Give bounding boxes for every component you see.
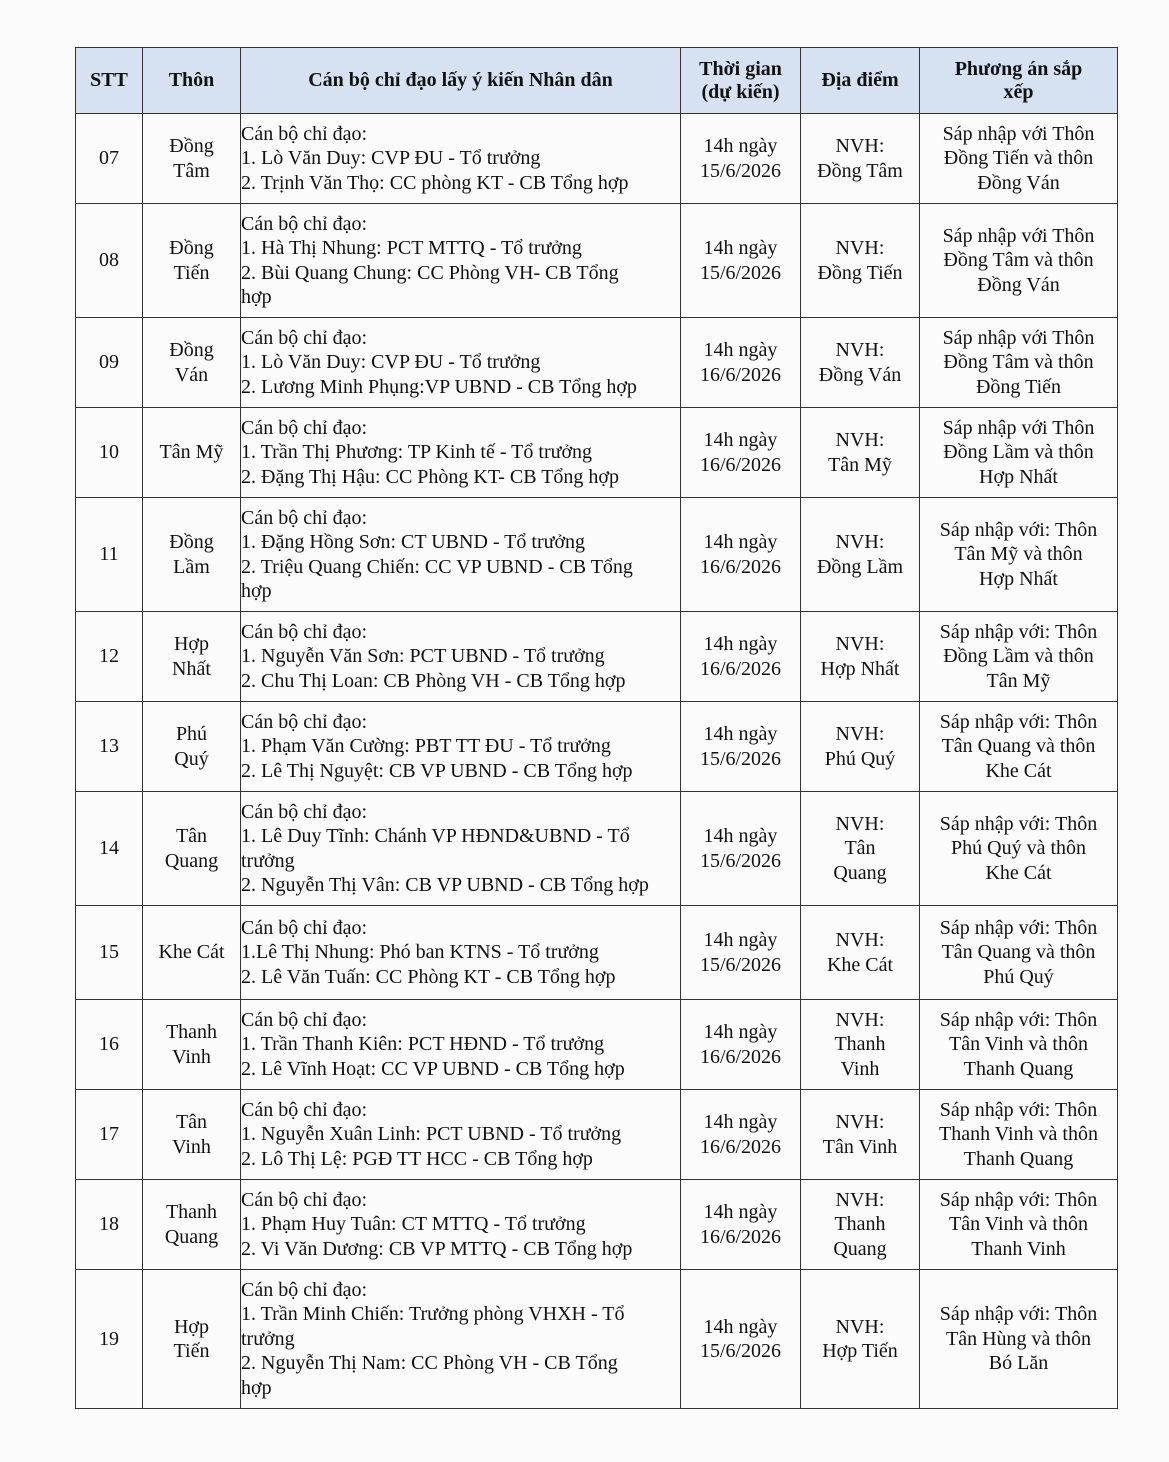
cell-canbo-line: 2. Lê Thị Nguyệt: CB VP UBND - CB Tổng hợp xyxy=(241,759,633,782)
cell-thon-line: Tiến xyxy=(173,261,210,284)
cell-canbo-line: 1. Đặng Hồng Sơn: CT UBND - Tổ trưởng xyxy=(241,531,586,553)
cell-phuongan-line: Tân Quang và thôn xyxy=(941,735,1096,758)
cell-canbo-line: 2. Nguyễn Thị Nam: CC Phòng VH - CB Tổng xyxy=(241,1352,618,1375)
cell-diadiem xyxy=(801,1090,920,1180)
cell-thon-line: Đồng xyxy=(169,531,214,553)
cell-thoigian xyxy=(681,498,801,612)
cell-diadiem xyxy=(801,906,920,1000)
cell-canbo-line: 2. Bùi Quang Chung: CC Phòng VH- CB Tổng xyxy=(241,261,619,284)
table-row xyxy=(76,1090,1118,1180)
cell-diadiem xyxy=(801,702,920,792)
cell-thon-line: Tiến xyxy=(173,1340,210,1362)
cell-diadiem-line: NVH: xyxy=(835,723,885,745)
cell-diadiem xyxy=(801,1000,920,1090)
cell-diadiem xyxy=(801,1270,920,1409)
table-row xyxy=(76,906,1118,1000)
cell-thon-line: Lầm xyxy=(173,555,210,578)
cell-diadiem-line: Đồng Tiến xyxy=(817,261,903,284)
cell-diadiem-line: NVH: xyxy=(835,339,885,361)
cell-canbo-line: 1. Trần Thanh Kiên: PCT HĐND - Tổ trưởng xyxy=(241,1033,605,1056)
cell-diadiem-line: Tân xyxy=(844,837,876,860)
cell-thon xyxy=(143,612,241,702)
cell-thon-line: Tân Mỹ xyxy=(159,441,224,464)
cell-thoigian-line: 14h ngày xyxy=(703,1021,778,1043)
cell-phuongan-line: Đồng Tiến xyxy=(975,375,1062,398)
cell-thoigian xyxy=(681,1270,801,1409)
cell-thoigian xyxy=(681,702,801,792)
cell-stt: 10 xyxy=(76,408,143,498)
cell-thon xyxy=(143,114,241,204)
cell-phuongan-line: Sáp nhập với Thôn xyxy=(942,416,1095,439)
cell-canbo-line: Cán bộ chỉ đạo: xyxy=(241,620,368,643)
cell-canbo xyxy=(241,1180,681,1270)
cell-canbo-line: 2. Lô Thị Lệ: PGĐ TT HCC - CB Tổng hợp xyxy=(241,1147,593,1170)
cell-thon xyxy=(143,318,241,408)
header-thoigian-line: Thời gian xyxy=(699,57,782,80)
cell-canbo xyxy=(241,906,681,1000)
cell-diadiem-line: Hợp Nhất xyxy=(820,657,900,680)
cell-phuongan-line: Khe Cát xyxy=(985,861,1052,884)
cell-canbo-line: 1. Lê Duy Tĩnh: Chánh VP HĐND&UBND - Tổ xyxy=(241,825,630,847)
cell-diadiem-line: NVH: xyxy=(835,633,885,655)
cell-diadiem-line: NVH: xyxy=(835,1188,885,1211)
header-thon: Thôn xyxy=(143,48,241,114)
cell-diadiem-line: NVH: xyxy=(835,135,885,157)
cell-canbo-line: Cán bộ chỉ đạo: xyxy=(241,710,368,733)
cell-phuongan-line: Đồng Lầm và thôn xyxy=(943,645,1094,668)
cell-diadiem-line: Đồng Ván xyxy=(818,363,902,386)
cell-canbo-line: Cán bộ chỉ đạo: xyxy=(241,1278,368,1301)
cell-canbo-line: 1. Phạm Văn Cường: PBT TT ĐU - Tổ trưởng xyxy=(241,735,611,758)
cell-stt: 14 xyxy=(76,792,143,906)
cell-canbo xyxy=(241,498,681,612)
cell-thoigian-line: 14h ngày xyxy=(703,339,778,361)
cell-phuongan xyxy=(920,204,1118,318)
cell-thoigian-line: 14h ngày xyxy=(703,1111,778,1133)
cell-diadiem xyxy=(801,612,920,702)
cell-canbo-line: trưởng xyxy=(241,1327,295,1350)
cell-phuongan xyxy=(920,792,1118,906)
cell-thoigian-line: 15/6/2026 xyxy=(699,953,782,976)
cell-thoigian-line: 14h ngày xyxy=(703,633,778,655)
cell-diadiem-line: Đồng Lầm xyxy=(816,555,904,578)
cell-phuongan-line: Khe Cát xyxy=(985,759,1052,782)
cell-diadiem-line: NVH: xyxy=(835,1111,885,1133)
cell-canbo-line: Cán bộ chỉ đạo: xyxy=(241,326,368,349)
cell-canbo-line: 2. Nguyễn Thị Vân: CB VP UBND - CB Tổng hợp xyxy=(241,874,649,896)
cell-diadiem-line: NVH: xyxy=(835,929,885,951)
table-row xyxy=(76,1000,1118,1090)
cell-canbo-line: 1.Lê Thị Nhung: Phó ban KTNS - Tổ trưởng xyxy=(241,941,599,964)
cell-canbo-line: 2. Lương Minh Phụng:VP UBND - CB Tổng hợp xyxy=(241,375,637,398)
cell-canbo-line: 1. Hà Thị Nhung: PCT MTTQ - Tổ trưởng xyxy=(241,237,582,259)
table-row xyxy=(76,318,1118,408)
cell-thon-line: Tân xyxy=(175,1111,208,1133)
cell-canbo xyxy=(241,204,681,318)
cell-phuongan xyxy=(920,1270,1118,1409)
cell-phuongan xyxy=(920,612,1118,702)
cell-phuongan xyxy=(920,702,1118,792)
table-row xyxy=(76,114,1118,204)
cell-thoigian-line: 15/6/2026 xyxy=(699,849,782,872)
cell-phuongan xyxy=(920,1090,1118,1180)
cell-canbo-line: Cán bộ chỉ đạo: xyxy=(241,1188,368,1211)
cell-phuongan-line: Đồng Tâm và thôn xyxy=(943,249,1094,272)
cell-phuongan-line: Sáp nhập với Thôn xyxy=(942,224,1095,247)
cell-phuongan xyxy=(920,906,1118,1000)
cell-diadiem xyxy=(801,204,920,318)
cell-thoigian-line: 14h ngày xyxy=(703,723,778,745)
cell-phuongan-line: Đồng Tiến và thôn xyxy=(943,147,1094,170)
cell-canbo-line: Cán bộ chỉ đạo: xyxy=(241,800,368,823)
cell-stt: 08 xyxy=(76,204,143,318)
cell-canbo-line: 2. Lê Văn Tuấn: CC Phòng KT - CB Tổng hợp xyxy=(241,965,616,988)
cell-thon-line: Quý xyxy=(174,747,209,770)
cell-diadiem-line: Vinh xyxy=(840,1057,880,1080)
cell-phuongan-line: Sáp nhập với: Thôn xyxy=(939,1303,1098,1326)
cell-phuongan-line: Sáp nhập với: Thôn xyxy=(939,916,1098,939)
cell-thon-line: Phú xyxy=(175,723,208,745)
cell-thon-line: Đồng xyxy=(169,339,214,361)
cell-thon-line: Thanh xyxy=(165,1201,218,1223)
cell-diadiem-line: NVH: xyxy=(835,1315,885,1338)
cell-thoigian xyxy=(681,612,801,702)
cell-phuongan xyxy=(920,1000,1118,1090)
cell-canbo-line: 1. Phạm Huy Tuân: CT MTTQ - Tổ trưởng xyxy=(241,1213,586,1236)
cell-diadiem-line: NVH: xyxy=(835,531,885,553)
cell-stt: 19 xyxy=(76,1270,143,1409)
cell-diadiem-line: NVH: xyxy=(835,429,885,451)
cell-canbo xyxy=(241,792,681,906)
cell-stt: 17 xyxy=(76,1090,143,1180)
cell-phuongan-line: Tân Hùng và thôn xyxy=(946,1327,1091,1350)
cell-canbo-line: 1. Nguyễn Xuân Linh: PCT UBND - Tổ trưởng xyxy=(241,1123,622,1146)
cell-thoigian-line: 15/6/2026 xyxy=(699,747,782,770)
cell-diadiem-line: NVH: xyxy=(835,1008,885,1031)
cell-phuongan-line: Phú Quý xyxy=(983,965,1054,988)
cell-phuongan-line: Tân Vinh và thôn xyxy=(949,1033,1088,1056)
cell-canbo-line: trưởng xyxy=(241,849,295,872)
cell-thon xyxy=(143,702,241,792)
cell-phuongan-line: Đồng Tâm và thôn xyxy=(943,351,1094,374)
cell-thoigian-line: 16/6/2026 xyxy=(699,1135,782,1158)
cell-thon-line: Nhất xyxy=(172,657,211,680)
cell-canbo-line: 1. Nguyễn Văn Sơn: PCT UBND - Tổ trưởng xyxy=(241,645,605,668)
cell-thon xyxy=(143,1180,241,1270)
cell-phuongan-line: Tân Mỹ và thôn xyxy=(954,543,1083,566)
cell-thon-line: Ván xyxy=(174,363,209,386)
cell-phuongan-line: Tân Quang và thôn xyxy=(941,941,1096,964)
header-stt: STT xyxy=(76,48,143,114)
cell-diadiem-line: Tân Vinh xyxy=(822,1135,898,1158)
cell-canbo xyxy=(241,1090,681,1180)
cell-thoigian-line: 14h ngày xyxy=(703,825,778,847)
cell-phuongan-line: Sáp nhập với: Thôn xyxy=(939,710,1098,733)
cell-canbo-line: hợp xyxy=(241,286,272,308)
cell-thoigian xyxy=(681,1090,801,1180)
cell-thoigian xyxy=(681,1000,801,1090)
cell-diadiem-line: Phú Quý xyxy=(824,747,896,770)
cell-canbo xyxy=(241,318,681,408)
cell-thon-line: Hợp xyxy=(173,633,210,655)
cell-canbo-line: 2. Triệu Quang Chiến: CC VP UBND - CB Tổng xyxy=(241,555,633,578)
cell-stt: 15 xyxy=(76,906,143,1000)
cell-thon-line: Hợp xyxy=(173,1315,210,1338)
cell-phuongan-line: Thanh Vinh xyxy=(971,1237,1066,1260)
cell-diadiem-line: Hợp Tiến xyxy=(822,1340,898,1362)
cell-thon xyxy=(143,498,241,612)
cell-canbo-line: Cán bộ chỉ đạo: xyxy=(241,1098,368,1121)
cell-canbo-line: 2. Trịnh Văn Thọ: CC phòng KT - CB Tổng hợp xyxy=(241,171,629,194)
cell-thon xyxy=(143,906,241,1000)
cell-phuongan xyxy=(920,408,1118,498)
cell-thon xyxy=(143,792,241,906)
cell-phuongan-line: Sáp nhập với: Thôn xyxy=(939,1098,1098,1121)
cell-canbo-line: 2. Đặng Thị Hậu: CC Phòng KT- CB Tổng hợp xyxy=(241,465,620,488)
cell-canbo xyxy=(241,1000,681,1090)
cell-thon xyxy=(143,204,241,318)
cell-diadiem-line: Quang xyxy=(833,861,887,884)
cell-thoigian-line: 15/6/2026 xyxy=(699,159,782,182)
cell-stt: 07 xyxy=(76,114,143,204)
cell-thon xyxy=(143,1000,241,1090)
cell-thon xyxy=(143,1270,241,1409)
cell-phuongan-line: Đồng Ván xyxy=(977,273,1060,296)
cell-canbo xyxy=(241,1270,681,1409)
cell-diadiem xyxy=(801,792,920,906)
cell-diadiem-line: Khe Cát xyxy=(826,953,894,976)
cell-thoigian xyxy=(681,792,801,906)
header-canbo: Cán bộ chỉ đạo lấy ý kiến Nhân dân xyxy=(241,48,681,114)
cell-phuongan xyxy=(920,318,1118,408)
cell-thon-line: Vinh xyxy=(172,1135,211,1158)
header-thoigian-line: (dự kiến) xyxy=(701,80,780,103)
cell-phuongan-line: Sáp nhập với Thôn xyxy=(942,122,1095,145)
cell-thon-line: Thanh xyxy=(165,1021,218,1043)
cell-thoigian xyxy=(681,204,801,318)
cell-thoigian-line: 14h ngày xyxy=(703,1315,778,1338)
table-row xyxy=(76,498,1118,612)
cell-phuongan-line: Hợp Nhất xyxy=(979,465,1058,488)
cell-thon-line: Quang xyxy=(164,1225,219,1248)
cell-canbo-line: 2. Chu Thị Loan: CB Phòng VH - CB Tổng hợp xyxy=(241,669,626,692)
cell-thoigian-line: 16/6/2026 xyxy=(699,453,782,476)
header-thoigian xyxy=(681,48,801,114)
header-phuongan-line: xếp xyxy=(1003,80,1034,103)
cell-thon xyxy=(143,408,241,498)
cell-canbo xyxy=(241,114,681,204)
cell-phuongan-line: Phú Quý và thôn xyxy=(951,837,1086,860)
cell-phuongan-line: Đồng Lầm và thôn xyxy=(943,441,1094,464)
cell-thon-line: Vinh xyxy=(172,1045,211,1068)
cell-diadiem-line: Quang xyxy=(833,1237,887,1260)
cell-thon-line: Tâm xyxy=(173,159,210,182)
cell-canbo-line: 1. Lò Văn Duy: CVP ĐU - Tổ trưởng xyxy=(241,351,541,374)
cell-canbo-line: hợp xyxy=(241,580,272,602)
cell-diadiem xyxy=(801,408,920,498)
table-header-row xyxy=(76,48,1118,114)
cell-stt: 16 xyxy=(76,1000,143,1090)
cell-thoigian-line: 16/6/2026 xyxy=(699,363,782,386)
cell-phuongan-line: Thanh Vinh và thôn xyxy=(939,1123,1098,1146)
cell-canbo-line: Cán bộ chỉ đạo: xyxy=(241,416,368,439)
cell-thoigian-line: 14h ngày xyxy=(703,929,778,951)
cell-phuongan-line: Thanh Quang xyxy=(963,1057,1074,1080)
cell-diadiem xyxy=(801,318,920,408)
cell-thoigian-line: 14h ngày xyxy=(703,135,778,157)
table-row xyxy=(76,1270,1118,1409)
cell-phuongan-line: Bó Lăn xyxy=(988,1352,1049,1375)
cell-diadiem-line: NVH: xyxy=(835,812,885,835)
cell-canbo-line: hợp xyxy=(241,1376,272,1399)
cell-thon xyxy=(143,1090,241,1180)
cell-canbo-line: Cán bộ chỉ đạo: xyxy=(241,506,368,529)
cell-canbo xyxy=(241,702,681,792)
cell-canbo xyxy=(241,612,681,702)
cell-canbo-line: Cán bộ chỉ đạo: xyxy=(241,1008,368,1031)
cell-thoigian-line: 15/6/2026 xyxy=(699,1340,782,1362)
table-row xyxy=(76,408,1118,498)
cell-diadiem xyxy=(801,1180,920,1270)
cell-phuongan xyxy=(920,114,1118,204)
cell-diadiem-line: NVH: xyxy=(835,237,885,259)
cell-phuongan xyxy=(920,1180,1118,1270)
cell-thoigian xyxy=(681,318,801,408)
cell-thoigian xyxy=(681,114,801,204)
cell-thon-line: Đồng xyxy=(169,237,214,259)
cell-canbo-line: 2. Lê Vĩnh Hoạt: CC VP UBND - CB Tổng hợp xyxy=(241,1057,625,1080)
cell-thoigian-line: 14h ngày xyxy=(703,1201,778,1223)
cell-phuongan-line: Sáp nhập với: Thôn xyxy=(939,812,1098,835)
cell-canbo-line: Cán bộ chỉ đạo: xyxy=(241,122,368,145)
cell-thoigian-line: 16/6/2026 xyxy=(699,555,782,578)
cell-diadiem xyxy=(801,498,920,612)
cell-phuongan-line: Sáp nhập với: Thôn xyxy=(939,518,1098,541)
cell-phuongan-line: Đồng Ván xyxy=(977,171,1060,194)
cell-canbo-line: 2. Vi Văn Dương: CB VP MTTQ - CB Tổng hợp xyxy=(241,1237,633,1260)
cell-canbo-line: Cán bộ chỉ đạo: xyxy=(241,916,368,939)
cell-thoigian-line: 16/6/2026 xyxy=(699,657,782,680)
cell-thoigian xyxy=(681,408,801,498)
cell-phuongan-line: Thanh Quang xyxy=(963,1147,1074,1170)
cell-thoigian xyxy=(681,906,801,1000)
cell-thoigian-line: 14h ngày xyxy=(703,429,778,451)
cell-stt: 11 xyxy=(76,498,143,612)
cell-stt: 09 xyxy=(76,318,143,408)
cell-stt: 18 xyxy=(76,1180,143,1270)
cell-phuongan-line: Sáp nhập với: Thôn xyxy=(939,1188,1098,1211)
cell-diadiem-line: Thanh xyxy=(834,1033,886,1056)
cell-thon-line: Khe Cát xyxy=(158,941,225,964)
cell-phuongan-line: Sáp nhập với: Thôn xyxy=(939,620,1098,643)
cell-diadiem xyxy=(801,114,920,204)
cell-thoigian xyxy=(681,1180,801,1270)
cell-thoigian-line: 14h ngày xyxy=(703,531,778,553)
table-row xyxy=(76,792,1118,906)
cell-thon-line: Đồng xyxy=(169,135,214,157)
cell-phuongan-line: Sáp nhập với: Thôn xyxy=(939,1008,1098,1031)
cell-phuongan-line: Tân Mỹ xyxy=(986,669,1051,692)
cell-diadiem-line: Đồng Tâm xyxy=(817,159,903,182)
table-row xyxy=(76,612,1118,702)
cell-thon-line: Quang xyxy=(164,849,219,872)
table-row xyxy=(76,702,1118,792)
cell-diadiem-line: Tân Mỹ xyxy=(828,453,892,476)
cell-canbo-line: 1. Trần Minh Chiến: Trưởng phòng VHXH - Tổ xyxy=(241,1303,625,1326)
cell-thon-line: Tân xyxy=(175,825,208,847)
header-diadiem: Địa điểm xyxy=(801,48,920,114)
cell-stt: 12 xyxy=(76,612,143,702)
cell-phuongan-line: Sáp nhập với Thôn xyxy=(942,326,1095,349)
cell-canbo-line: 1. Lò Văn Duy: CVP ĐU - Tổ trưởng xyxy=(241,147,541,170)
cell-thoigian-line: 15/6/2026 xyxy=(699,261,782,284)
cell-phuongan-line: Tân Vinh và thôn xyxy=(949,1213,1088,1236)
table-row xyxy=(76,204,1118,318)
cell-thoigian-line: 14h ngày xyxy=(703,237,778,259)
cell-thoigian-line: 16/6/2026 xyxy=(699,1045,782,1068)
cell-diadiem-line: Thanh xyxy=(834,1213,886,1236)
schedule-table xyxy=(75,47,1118,1409)
header-phuongan-line: Phương án sắp xyxy=(954,57,1083,80)
cell-thoigian-line: 16/6/2026 xyxy=(699,1225,782,1248)
cell-stt: 13 xyxy=(76,702,143,792)
cell-canbo-line: Cán bộ chỉ đạo: xyxy=(241,212,368,235)
table-row xyxy=(76,1180,1118,1270)
cell-phuongan xyxy=(920,498,1118,612)
table-body xyxy=(76,114,1118,1409)
header-phuongan xyxy=(920,48,1118,114)
cell-canbo-line: 1. Trần Thị Phương: TP Kinh tế - Tổ trưởng xyxy=(241,441,593,464)
cell-canbo xyxy=(241,408,681,498)
cell-phuongan-line: Hợp Nhất xyxy=(979,567,1058,590)
